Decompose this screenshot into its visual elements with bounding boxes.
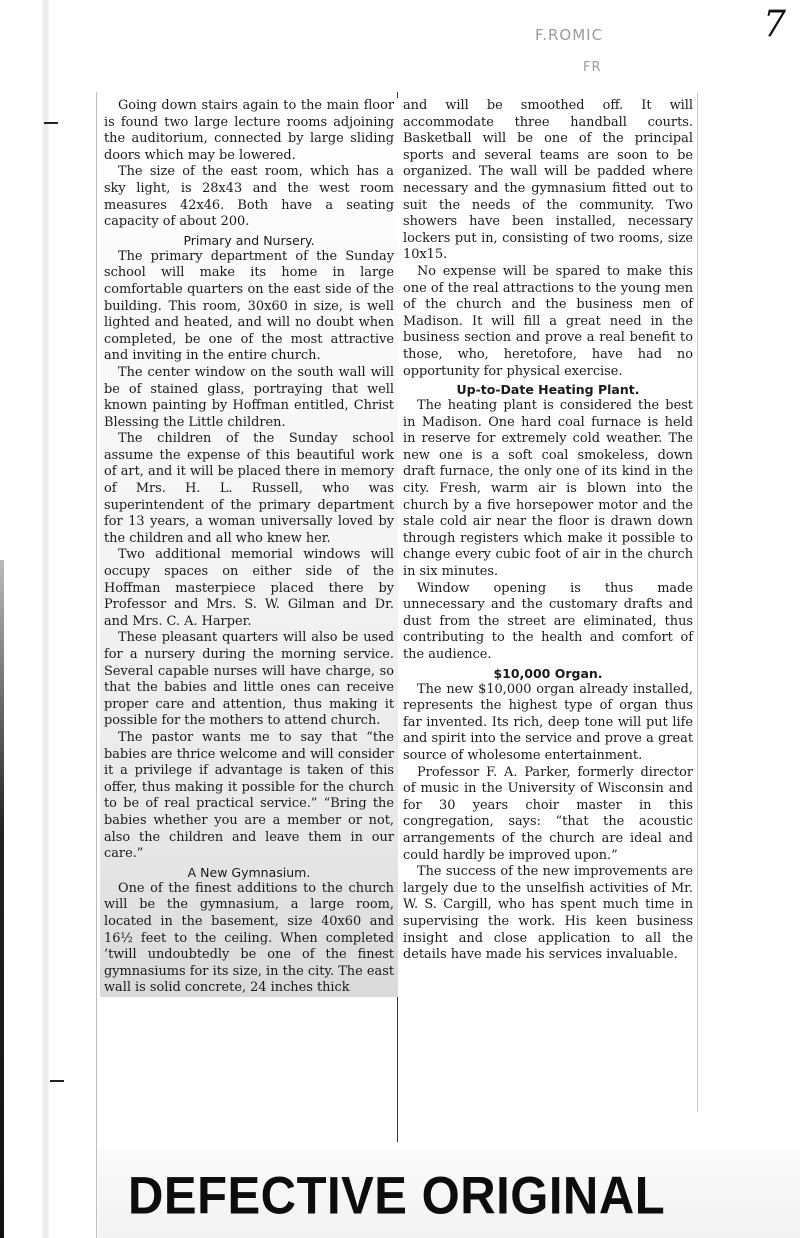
page-number: 7 (763, 4, 786, 45)
handwritten-note-2: FR (583, 60, 602, 75)
paragraph: The success of the new improvements are largely due to the unselfish activities of Mr. W. S. Cargill, who has spent much time in supervising the work. His keen business insight and close application to all the details have made his services invaluable. (403, 864, 693, 963)
paragraph: The children of the Sunday school assume the expense of this beautiful work of art, and it will be placed there in memory of Mrs. H. L. Russell, who was superintendent of the primary department for 13 years, a woman universally loved by the children and all who knew her. (104, 431, 394, 546)
paragraph: Two additional memorial windows will occupy spaces on either side of the Hoffman masterpiece placed there by Professor and Mrs. S. W. Gilman and Dr. and Mrs. C. A. Harper. (104, 547, 394, 629)
margin-tick-mark (44, 122, 58, 124)
paragraph: and will be smoothed off. It will accommodate three handball courts. Basketball will be one of the principal sports and several teams are soon to be organized. The wall will be padded where necessary and the gymnasium fitted out to suit the needs of the community. Two showers have been installed, necessary lockers put in, consisting of two rooms, size 10x15. (403, 98, 693, 263)
paragraph: Window opening is thus made unnecessary and the customary drafts and dust from the street are eliminated, thus contributing to the health and comfort of the audience. (403, 580, 693, 662)
paragraph: The center window on the south wall will be of stained glass, portraying that well known painting by Hoffman entitled, Christ Blessing the Little children. (104, 364, 394, 430)
column-rule-left (96, 92, 97, 1238)
paragraph: No expense will be spared to make this one of the real attractions to the young men of the church and the business men of Madison. It will fill a great need in the business section and prove a real benefit to those, who, heretofore, have had no opportunity for physical exercise. (403, 263, 693, 379)
scan-edge-shadow (0, 560, 4, 1238)
section-heading-organ: $10,000 Organ. (493, 665, 603, 681)
paragraph: The size of the east room, which has a sky light, is 28x43 and the west room measures 42x46. Both have a seating capacity of about 200. (104, 164, 394, 230)
paragraph: Going down stairs again to the main floor is found two large lecture rooms adjoining the auditorium, connected by large sliding doors which may be lowered. (104, 98, 394, 163)
column-rule-right (697, 92, 698, 1112)
paragraph: The pastor wants me to say that “the babies are thrice welcome and will consider it a privilege if advantage is taken of this offer, thus making it possible for the church to be of real practical service.” “Bring the babies whether you are a member or not, also the children and leave them in our care.” (104, 729, 394, 862)
paragraph: The heating plant is considered the best in Madison. One hard coal furnace is held in reserve for extremely cold weather. The new one is a soft coal smokeless, down draft furnace, the only one of its kind in the city. Fresh, warm air is blown into the church by a five horsepower motor and the stale cold air near the floor is drawn down through registers which make it possible to change every cubic foot of air in the church in six minutes. (403, 398, 693, 580)
defective-original-stamp: DEFECTIVE ORIGINAL (128, 1166, 666, 1226)
section-heading-heating: Up-to-Date Heating Plant. (456, 382, 640, 398)
section-heading-primary: Primary and Nursery. (183, 232, 315, 248)
paragraph: The primary department of the Sunday school will make its home in large comfortable quarters on the east side of the building. This room, 30x60 in size, is well lighted and heated, and will no doubt when completed, be one of the most attractive and inviting in the entire church. (104, 248, 394, 364)
paragraph: The new $10,000 organ already installed, represents the highest type of organ thus far invented. Its rich, deep tone will put life and spirit into the service and prove a great source of wholesome entertainment. (403, 681, 693, 763)
article-column-right (403, 98, 693, 964)
handwritten-note: F.ROMIC (535, 26, 604, 44)
section-heading-gymnasium: A New Gymnasium. (187, 864, 311, 880)
margin-tick-mark (50, 1080, 64, 1082)
scan-margin (0, 0, 50, 1238)
paragraph: Professor F. A. Parker, formerly director of music in the University of Wisconsin and for 30 years choir master in this congregation, says: “that the acoustic arrangements of the church are ideal and could hardly be improved upon.” (403, 764, 693, 863)
paragraph: One of the finest additions to the church will be the gymnasium, a large room, located in the basement, size 40x60 and 16½ feet to the ceiling. When completed ’twill undoubtedly be one of the finest gymnasiums for its size, in the city. The east wall is solid concrete, 24 inches thick (104, 880, 394, 996)
article-column-left (100, 98, 398, 997)
paragraph: These pleasant quarters will also be used for a nursery during the morning service. Several capable nurses will have charge, so that the babies and little ones can receive proper care and attention, thus making it possible for the mothers to attend church. (104, 630, 394, 729)
